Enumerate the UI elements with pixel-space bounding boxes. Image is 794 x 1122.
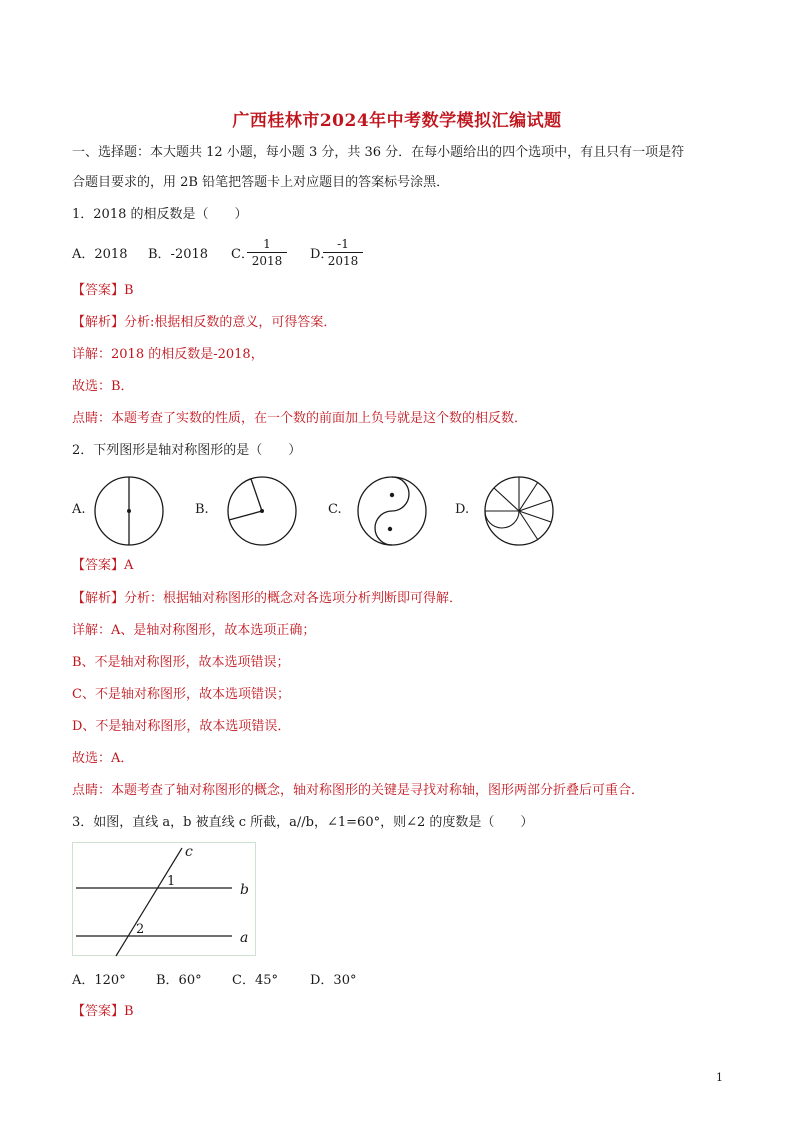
- q3-answer: 【答案】B: [72, 1004, 134, 1019]
- q3-label-b: b: [240, 882, 249, 898]
- section-instruction-line2: 合题目要求的，用 2B 铅笔把答题卡上对应题目的答案标号涂黑．: [72, 175, 450, 190]
- q1-option-c-label: C．: [231, 247, 254, 262]
- q1-stem: 1．2018 的相反数是（ ）: [72, 207, 248, 222]
- q3-label-angle2: 2: [136, 922, 145, 937]
- q1-option-d-label: D．: [310, 247, 334, 262]
- section-instruction-line1: 一、选择题：本大题共 12 小题，每小题 3 分，共 36 分．在每小题给出的四个选项中，有且只有一项是符: [72, 145, 685, 160]
- q1-detail: 详解：2018 的相反数是-2018，: [72, 347, 264, 362]
- q1-analysis-text: 分析:根据相反数的意义，可得答案．: [124, 315, 337, 330]
- q3-label-a: a: [240, 930, 249, 946]
- q2-analysis-text: 分析：根据轴对称图形的概念对各选项分析判断即可得解．: [124, 591, 463, 606]
- q2-analysis-tag: 【解析】: [72, 591, 125, 606]
- q1-option-d-fraction: [323, 236, 363, 269]
- q2-figure-a: [92, 474, 166, 548]
- q2-label-c: C.: [328, 502, 342, 517]
- q1-option-d-numerator: -1: [337, 237, 349, 251]
- q1-option-a: A．2018: [72, 247, 128, 262]
- q1-choose: 故选：B．: [72, 379, 134, 394]
- q3-label-angle1: 1: [167, 874, 176, 889]
- q2-choose: 故选：A．: [72, 751, 134, 766]
- q2-analysis: [72, 590, 462, 608]
- q2-b-line: B、不是轴对称图形，故本选项错误；: [72, 655, 290, 670]
- q1-analysis-tag: 【解析】: [72, 315, 125, 330]
- q2-figure-c: [355, 474, 429, 548]
- q1-option-d-denominator: 2018: [323, 252, 363, 269]
- q2-stem: 2．下列图形是轴对称图形的是（ ）: [72, 443, 302, 458]
- q3-stem: 3．如图，直线 a，b 被直线 c 所截，a//b，∠1=60°，则∠2 的度数是（ ）: [72, 815, 534, 830]
- q1-analysis: [72, 314, 336, 332]
- q2-answer: 【答案】A: [72, 558, 134, 573]
- q2-figure-b: [225, 474, 299, 548]
- page-number: 1: [716, 1071, 723, 1084]
- q1-comment: 点睛：本题考查了实数的性质，在一个数的前面加上负号就是这个数的相反数．: [72, 411, 528, 426]
- q1-option-b: B．-2018: [148, 247, 209, 262]
- q3-option-d: D．30°: [310, 973, 357, 988]
- q2-figure-d: [482, 474, 556, 548]
- q2-comment: 点睛：本题考查了轴对称图形的概念，轴对称图形的关键是寻找对称轴，图形两部分折叠后可重合．: [72, 783, 645, 798]
- q3-option-a: A．120°: [72, 973, 126, 988]
- q2-d-line: D、不是轴对称图形，故本选项错误．: [72, 719, 291, 734]
- q1-option-c-denominator: 2018: [247, 252, 287, 269]
- q1-answer: 【答案】B: [72, 283, 134, 298]
- q1-option-c-numerator: 1: [263, 237, 271, 251]
- q3-figure: [72, 842, 256, 956]
- q2-detail: 详解：A、是轴对称图形，故本选项正确；: [72, 623, 316, 638]
- q3-label-c: c: [185, 844, 193, 860]
- q2-c-line: C、不是轴对称图形，故本选项错误；: [72, 687, 290, 702]
- q3-option-b: B．60°: [156, 973, 202, 988]
- q3-option-c: C．45°: [232, 973, 278, 988]
- q1-option-c-fraction: [247, 236, 287, 269]
- page-title: 广西桂林市2024年中考数学模拟汇编试题: [232, 111, 562, 131]
- q2-label-a: A.: [72, 502, 86, 517]
- q2-label-b: B.: [195, 502, 209, 517]
- q2-label-d: D.: [455, 502, 470, 517]
